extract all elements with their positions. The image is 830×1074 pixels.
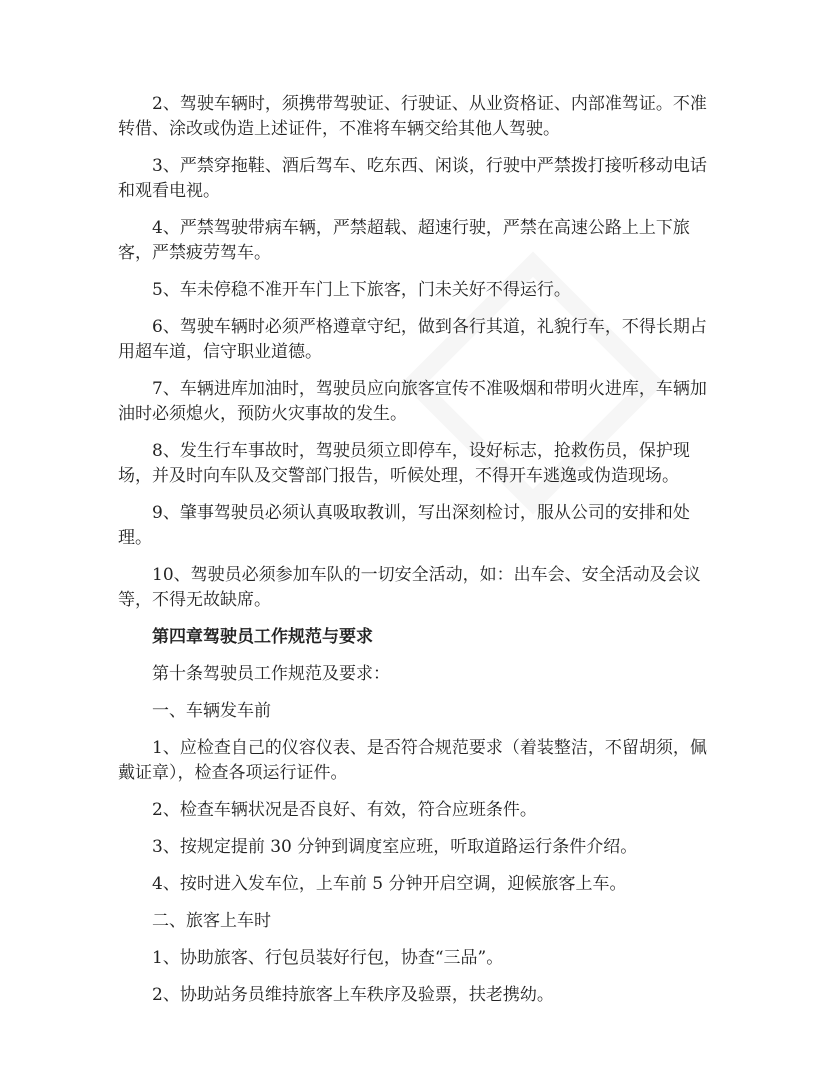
paragraph: 1、协助旅客、行包员装好行包，协查“三品”。 — [152, 948, 504, 968]
paragraph: 2、驾驶车辆时，须携带驾驶证、行驶证、从业资格证、内部准驾证。不准转借、涂改或伪造上述证件，不准将车辆交给其他人驾驶。 — [118, 94, 707, 139]
paragraph: 2、协助站务员维持旅客上车秩序及验票，扶老携幼。 — [152, 985, 554, 1005]
document-page — [118, 92, 718, 1020]
paragraph: 5、车未停稳不准开车门上下旅客，门未关好不得运行。 — [152, 280, 571, 300]
paragraph: 7、车辆进库加油时，驾驶员应向旅客宣传不准吸烟和带明火进库，车辆加油时必须熄火，预防火灾事故的发生。 — [118, 379, 707, 424]
paragraph: 4、按时进入发车位，上车前 5 分钟开启空调，迎候旅客上车。 — [152, 874, 627, 894]
paragraph: 3、按规定提前 30 分钟到调度室应班，听取道路运行条件介绍。 — [152, 837, 638, 857]
paragraph: 2、检查车辆状况是否良好、有效，符合应班条件。 — [152, 800, 537, 820]
paragraph: 10、驾驶员必须参加车队的一切安全活动，如：出车会、安全活动及会议等，不得无故缺席。 — [118, 565, 701, 610]
paragraph: 1、应检查自己的仪容仪表、是否符合规范要求（着装整洁，不留胡须，佩戴证章），检查各项运行证件。 — [118, 738, 707, 783]
paragraph: 9、肇事驾驶员必须认真吸取教训，写出深刻检讨，服从公司的安排和处理。 — [118, 503, 690, 548]
paragraph: 3、严禁穿拖鞋、酒后驾车、吃东西、闲谈，行驶中严禁拨打接听移动电话和观看电视。 — [118, 156, 707, 201]
paragraph: 6、驾驶车辆时必须严格遵章守纪，做到各行其道，礼貌行车，不得长期占用超车道，信守职业道德。 — [118, 317, 707, 362]
paragraph: 4、严禁驾驶带病车辆，严禁超载、超速行驶，严禁在高速公路上上下旅客，严禁疲劳驾车。 — [118, 218, 690, 263]
paragraph: 8、发生行车事故时，驾驶员须立即停车，设好标志，抢救伤员，保护现场，并及时向车队及交警部门报告，听候处理，不得开车逃逸或伪造现场。 — [118, 441, 690, 486]
section-heading: 二、旅客上车时 — [152, 911, 271, 931]
chapter-heading: 第四章驾驶员工作规范与要求 — [152, 627, 373, 647]
article-heading: 第十条驾驶员工作规范及要求： — [152, 664, 390, 684]
section-heading: 一、车辆发车前 — [152, 701, 271, 721]
